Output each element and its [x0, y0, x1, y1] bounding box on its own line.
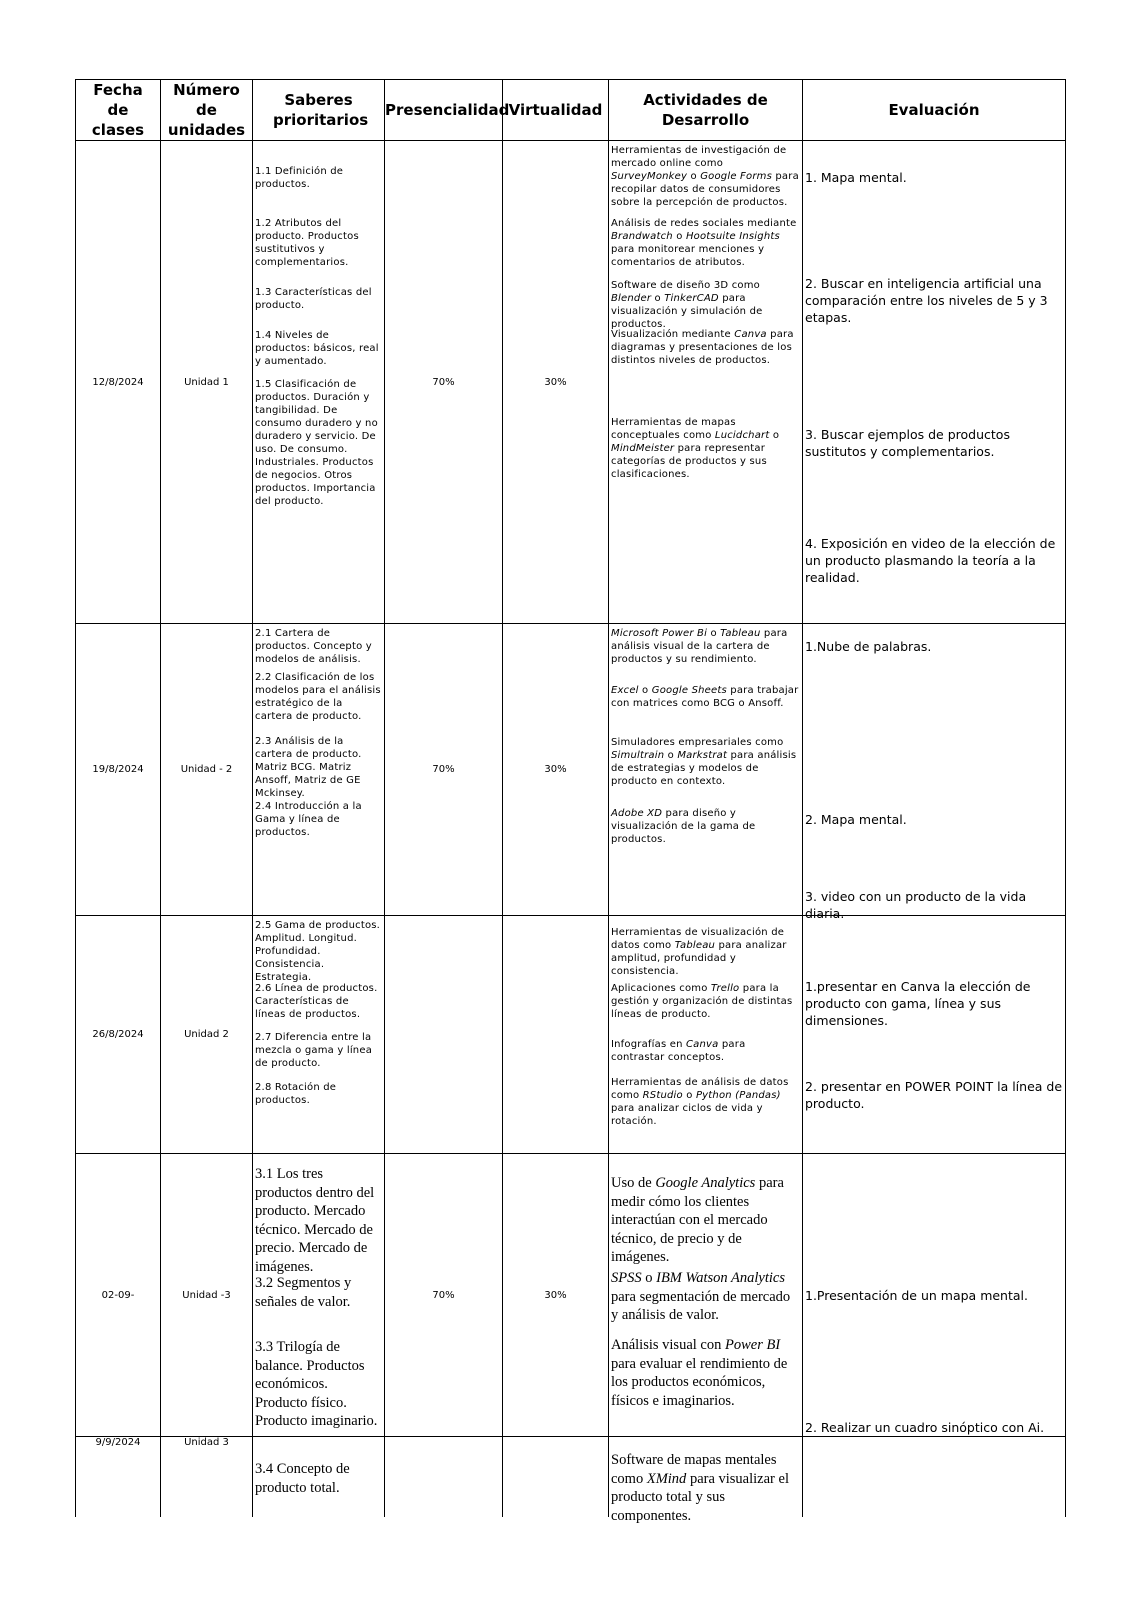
fecha-cell: 02-09-	[76, 1154, 161, 1437]
evaluacion-cell	[803, 916, 1066, 1154]
actividad-item	[611, 684, 800, 710]
saber-item: 1.5 Clasificación de productos. Duración y tangibilidad. De consumo duradero y no duradero y servicio. De uso. De consumo. Industriales. Productos de negocios. Otros productos. Importancia del producto.	[255, 379, 378, 507]
evaluacion-item: 1.presentar en Canva la elección de producto con gama, línea y sus dimensiones.	[805, 979, 1031, 1028]
text-run: Análisis visual con	[611, 1337, 725, 1353]
actividad-item	[611, 926, 800, 978]
text-run: Uso de	[611, 1175, 656, 1191]
saber-item: 2.4 Introducción a la Gama y línea de productos.	[255, 801, 362, 838]
evaluacion-item: 3. Buscar ejemplos de productos sustitutos y complementarios.	[805, 427, 1010, 459]
text-run: para análisis visual de la cartera de productos y su rendimiento.	[611, 628, 788, 665]
actividad-item	[611, 217, 800, 269]
virtualidad-cell: 30%	[503, 1154, 609, 1437]
text-run: o	[638, 685, 652, 696]
tool-name: Tableau	[674, 940, 716, 951]
tool-name: MindMeister	[611, 443, 675, 454]
text-run: para monitorear menciones y comentarios de atributos.	[611, 244, 765, 268]
text-run: Herramientas de mapas conceptuales como	[611, 417, 736, 441]
virtualidad-cell	[503, 916, 609, 1154]
actividades-cell	[609, 141, 803, 624]
header-evaluacion: Evaluación	[803, 80, 1066, 141]
virtualidad-cell: 30%	[503, 624, 609, 916]
saber-item: 3.1 Los tres productos dentro del producto. Mercado técnico. Mercado de precio. Mercado de imágenes.	[255, 1166, 375, 1275]
actividad-item	[611, 627, 800, 666]
text-run: para medir cómo los clientes interactúan con el mercado técnico, de precio y de imágenes.	[611, 1175, 784, 1265]
text-run: para visualización y simulación de productos.	[611, 293, 763, 330]
evaluacion-cell	[803, 1437, 1066, 1518]
evaluacion-item: 2. Buscar en inteligencia artificial una comparación entre los niveles de 5 y 3 etapas.	[805, 276, 1048, 325]
actividades-cell	[609, 1437, 803, 1524]
saber-item: 1.2 Atributos del producto. Productos sustitutivos y complementarios.	[255, 218, 359, 268]
tool-name: Power BI	[724, 1337, 781, 1353]
table-row	[76, 916, 1066, 1154]
tool-name: RStudio	[642, 1090, 683, 1101]
unidad-cell: Unidad 2	[161, 916, 253, 1154]
tool-name: SPSS	[611, 1270, 642, 1286]
text-run: para diseño y visualización de la gama de productos.	[611, 808, 756, 845]
text-run: o	[641, 1270, 657, 1286]
tool-name: Microsoft Power Bi	[611, 628, 708, 639]
unidad-cell: Unidad 3	[161, 1437, 253, 1518]
actividad-item	[611, 807, 800, 846]
text-run: Software de mapas mentales como	[611, 1452, 777, 1487]
tool-name: Adobe XD	[611, 808, 663, 819]
evaluacion-cell	[803, 624, 1066, 921]
saber-item: 3.4 Concepto de producto total.	[255, 1461, 350, 1496]
virtualidad-cell: 30%	[503, 141, 609, 624]
text-run: para la gestión y organización de distintas líneas de producto.	[611, 983, 793, 1020]
header-row	[76, 80, 1066, 141]
text-run: para representar categorías de productos y sus clasificaciones.	[611, 443, 767, 480]
unidad-cell: Unidad 1	[161, 141, 253, 624]
header-actividades: Actividades de Desarrollo	[609, 80, 803, 141]
text-run: Software de diseño 3D como	[611, 280, 760, 291]
tool-name: SurveyMonkey	[611, 171, 688, 182]
text-run: Aplicaciones como	[611, 983, 711, 994]
saber-item: 3.2 Segmentos y señales de valor.	[255, 1275, 352, 1310]
table-row	[76, 1437, 1066, 1518]
text-run: para segmentación de mercado y análisis de valor.	[611, 1288, 791, 1323]
tool-name: Simultrain	[611, 750, 665, 761]
tool-name: Google Analytics	[655, 1175, 756, 1191]
tool-name: Blender	[611, 293, 652, 304]
tool-name: Google Sheets	[651, 685, 727, 696]
evaluacion-item: 2. Mapa mental.	[805, 812, 907, 827]
fecha-cell: 9/9/2024	[76, 1437, 161, 1518]
text-run: Visualización mediante	[611, 329, 735, 340]
actividad-item	[611, 1336, 800, 1410]
tool-name: Hootsuite Insights	[685, 231, 780, 242]
presencialidad-cell: 70%	[385, 624, 503, 916]
evaluacion-item: 4. Exposición en video de la elección de un producto plasmando la teoría a la realidad.	[805, 536, 1056, 585]
saber-item: 2.3 Análisis de la cartera de producto. Matriz BCG. Matriz Ansoff, Matriz de GE Mckinsey.	[255, 736, 362, 799]
actividad-item	[611, 1038, 800, 1064]
saber-item: 2.6 Línea de productos. Características de líneas de productos.	[255, 983, 378, 1020]
header-numero: Número de unidades	[161, 80, 253, 141]
fecha-cell: 19/8/2024	[76, 624, 161, 916]
text-run: para recopilar datos de consumidores sobre la percepción de productos.	[611, 171, 799, 208]
presencialidad-cell: 70%	[385, 1154, 503, 1437]
saber-item: 2.8 Rotación de productos.	[255, 1082, 337, 1106]
text-run: Simuladores empresariales como	[611, 737, 784, 748]
text-run: para visualizar el producto total y sus componentes.	[611, 1470, 789, 1524]
text-run: para evaluar el rendimiento de los productos económicos, físicos e imaginarios.	[611, 1355, 788, 1409]
actividad-item	[611, 144, 800, 209]
text-run: para análisis de estrategias y modelos de producto en contexto.	[611, 750, 797, 787]
presencialidad-cell: 70%	[385, 141, 503, 624]
saber-item: 2.2 Clasificación de los modelos para el análisis estratégico de la cartera de producto.	[255, 672, 381, 722]
saber-item: 1.3 Características del producto.	[255, 287, 372, 311]
tool-name: Lucidchart	[714, 430, 770, 441]
text-run: o	[672, 231, 686, 242]
text-run: para trabajar con matrices como BCG o Ansoff.	[611, 685, 799, 709]
fecha-cell: 26/8/2024	[76, 916, 161, 1154]
tool-name: Canva	[734, 329, 767, 340]
saberes-cell	[253, 916, 385, 1154]
saberes-cell	[253, 141, 385, 624]
actividad-item	[611, 1451, 800, 1525]
actividades-cell	[609, 1154, 803, 1437]
actividad-item	[611, 279, 800, 331]
saber-item: 2.5 Gama de productos. Amplitud. Longitud. Profundidad. Consistencia. Estrategia.	[255, 920, 381, 983]
actividad-item	[611, 328, 800, 367]
evaluacion-item: 3. video con un producto de la vida diaria.	[805, 889, 1027, 921]
saberes-cell	[253, 624, 385, 916]
text-run: o	[651, 293, 665, 304]
text-run: para analizar amplitud, profundidad y consistencia.	[611, 940, 787, 977]
header-virtualidad: Virtualidad	[503, 80, 609, 141]
tool-name: Markstrat	[677, 750, 728, 761]
tool-name: Excel	[611, 685, 639, 696]
tool-name: Python (Pandas)	[695, 1090, 781, 1101]
header-fecha: Fecha de clases	[76, 80, 161, 141]
actividad-item	[611, 1076, 800, 1128]
actividad-item	[611, 416, 800, 481]
evaluacion-item: 2. Realizar un cuadro sinóptico con Ai.	[805, 1420, 1045, 1435]
text-run: Herramientas de investigación de mercado online como	[611, 145, 787, 169]
text-run: o	[707, 628, 721, 639]
evaluacion-cell	[803, 141, 1066, 624]
actividad-item	[611, 1174, 800, 1267]
table-row	[76, 624, 1066, 916]
text-run: para diagramas y presentaciones de los distintos niveles de productos.	[611, 329, 794, 366]
text-run: Herramientas de análisis de datos como	[611, 1077, 789, 1101]
text-run: o	[664, 750, 678, 761]
tool-name: Brandwatch	[611, 231, 673, 242]
course-plan-table	[75, 79, 1066, 1524]
saber-item: 1.1 Definición de productos.	[255, 166, 344, 190]
actividad-item	[611, 1269, 800, 1325]
actividades-cell	[609, 624, 803, 916]
table-row	[76, 1154, 1066, 1437]
header-presencialidad: Presencialidad	[385, 80, 503, 141]
fecha-cell: 12/8/2024	[76, 141, 161, 624]
table-row	[76, 141, 1066, 624]
evaluacion-cell	[803, 1154, 1066, 1437]
text-run: Análisis de redes sociales mediante	[611, 218, 797, 229]
evaluacion-item: 1.Presentación de un mapa mental.	[805, 1288, 1028, 1303]
tool-name: Google Forms	[700, 171, 772, 182]
virtualidad-cell	[503, 1437, 609, 1518]
tool-name: Tableau	[720, 628, 761, 639]
text-run: o	[769, 430, 780, 441]
tool-name: TinkerCAD	[664, 293, 719, 304]
evaluacion-item: 1.Nube de palabras.	[805, 639, 932, 654]
saber-item: 2.1 Cartera de productos. Concepto y modelos de análisis.	[255, 628, 372, 665]
actividad-item	[611, 736, 800, 788]
actividades-cell	[609, 916, 803, 1154]
text-run: Herramientas de visualización de datos como	[611, 927, 785, 951]
tool-name: XMind	[646, 1470, 687, 1487]
tool-name: Canva	[686, 1039, 719, 1050]
evaluacion-item: 2. presentar en POWER POINT la línea de producto.	[805, 1079, 1063, 1111]
actividad-item	[611, 982, 800, 1021]
saberes-cell	[253, 1154, 385, 1437]
evaluacion-item: 1. Mapa mental.	[805, 170, 907, 185]
saberes-cell	[253, 1437, 385, 1518]
text-run: o	[687, 171, 701, 182]
presencialidad-cell	[385, 916, 503, 1154]
saber-item: 2.7 Diferencia entre la mezcla o gama y línea de producto.	[255, 1032, 373, 1069]
text-run: para contrastar conceptos.	[611, 1039, 746, 1063]
saber-item: 1.4 Niveles de productos: básicos, real y aumentado.	[255, 330, 379, 367]
text-run: para analizar ciclos de vida y rotación.	[611, 1103, 763, 1127]
unidad-cell: Unidad -3	[161, 1154, 253, 1437]
presencialidad-cell	[385, 1437, 503, 1518]
tool-name: IBM Watson Analytics	[656, 1270, 785, 1286]
saber-item: 3.3 Trilogía de balance. Productos económicos. Producto físico. Producto imaginario.	[255, 1339, 378, 1429]
unidad-cell: Unidad - 2	[161, 624, 253, 916]
header-saberes: Saberes prioritarios	[253, 80, 385, 141]
text-run: Infografías en	[611, 1039, 686, 1050]
tool-name: Trello	[710, 983, 740, 994]
text-run: o	[682, 1090, 696, 1101]
